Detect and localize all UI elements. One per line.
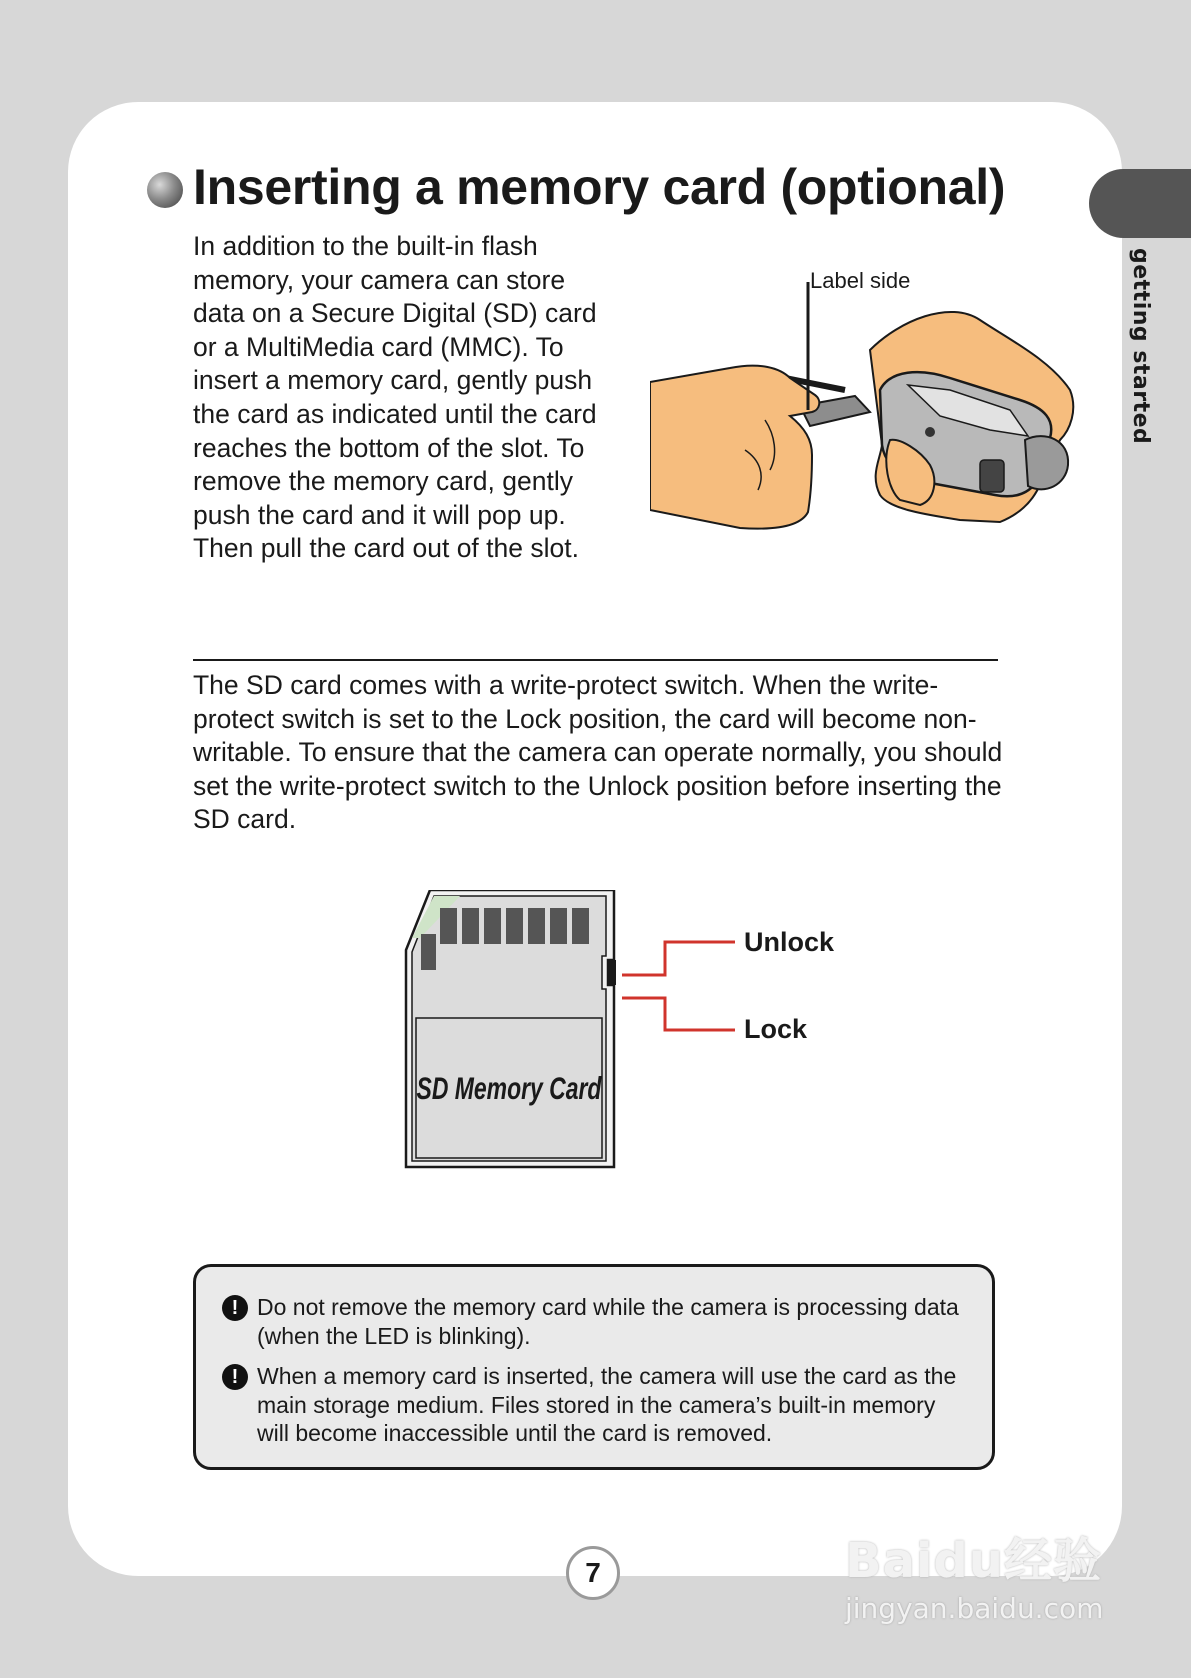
sd-contact <box>572 908 589 944</box>
camera-button <box>925 427 935 437</box>
sd-card-label: SD Memory Card <box>416 1070 602 1107</box>
warning-icon: ! <box>222 1364 248 1390</box>
sd-write-protect-switch <box>608 960 616 985</box>
section-tab <box>1089 169 1191 238</box>
note-text: Do not remove the memory card while the camera is processing data (when the LED is blinking). <box>257 1294 959 1349</box>
sd-contact <box>550 908 567 944</box>
sd-contact <box>421 934 436 970</box>
sd-contact <box>440 908 457 944</box>
lock-label: Lock <box>744 1014 808 1044</box>
sd-contact <box>462 908 479 944</box>
warning-icon: ! <box>222 1295 248 1321</box>
intro-paragraph: In addition to the built-in flash memory, your camera can store data on a Secure Digital (SD) card or a MultiMedia card (MMC). To insert a memory card, gently push the card as indicated until the card reaches the bottom of the slot. To remove the memory card, gently push the card and it will pop up. Then pull the card out of the slot. <box>193 231 597 564</box>
note-item <box>222 1293 962 1350</box>
watermark-url: jingyan.baidu.com <box>845 1592 1104 1625</box>
page-number: 7 <box>566 1546 620 1600</box>
left-hand <box>650 366 819 529</box>
camera-lens <box>1025 436 1068 489</box>
sd-contact <box>484 908 501 944</box>
unlock-label: Unlock <box>744 927 835 957</box>
note-item <box>222 1362 962 1448</box>
unlock-pointer <box>622 942 735 975</box>
sd-contact <box>506 908 523 944</box>
note-text: When a memory card is inserted, the camera will use the card as the main storage medium. Files stored in the camera’s built-in memory will become inaccessible until the card is removed. <box>257 1363 957 1446</box>
card-insertion-illustration <box>650 260 1080 580</box>
notes-box <box>193 1264 995 1470</box>
page-title: Inserting a memory card (optional) <box>193 159 1006 215</box>
camera-side-panel <box>980 460 1004 492</box>
title-bullet-icon <box>147 172 183 208</box>
watermark-logo: Baidu经验 <box>845 1533 1102 1589</box>
lock-pointer <box>622 998 735 1030</box>
section-divider <box>193 659 998 661</box>
sd-card-paragraph: The SD card comes with a write-protect switch. When the write-protect switch is set to the Lock position, the card will become non-writable. To ensure that the camera can operate normally, you should set the write-protect switch to the Unlock position before inserting the SD card. <box>193 670 1003 835</box>
label-side-caption: Label side <box>810 268 911 293</box>
sd-contact <box>528 908 545 944</box>
section-tab-label: getting started <box>1128 248 1153 445</box>
